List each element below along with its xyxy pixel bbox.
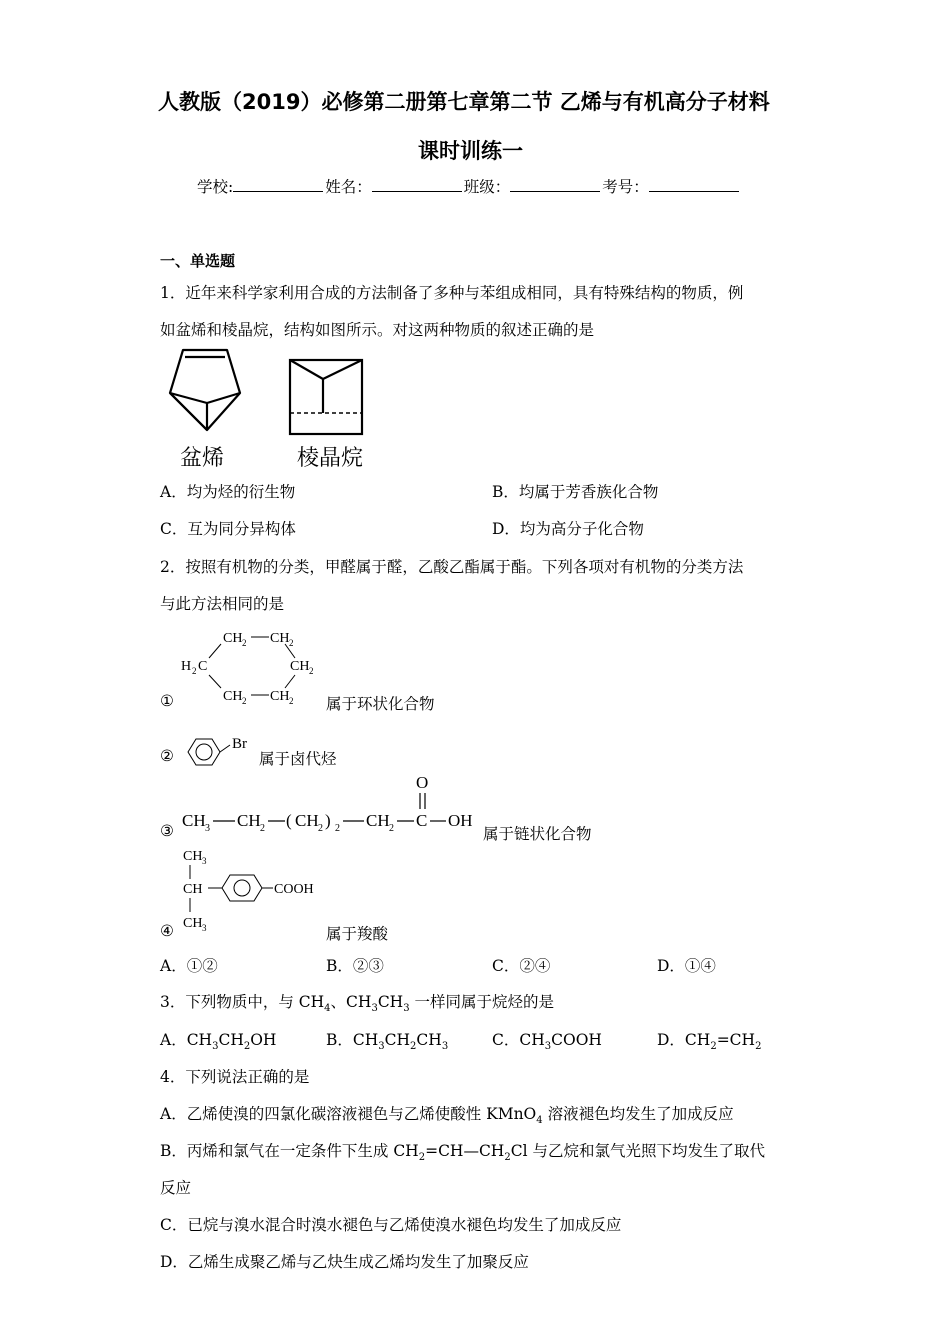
- svg-text:C: C: [416, 811, 428, 830]
- svg-text:2: 2: [242, 638, 247, 648]
- benzvalene-structure: [155, 345, 255, 440]
- q2-item3-number: ③: [160, 822, 174, 840]
- svg-text:3: 3: [202, 856, 207, 866]
- isopropylbenzoic-acid-structure: [178, 845, 338, 940]
- q1-option-b[interactable]: B．均属于芳香族化合物: [492, 483, 659, 501]
- q4-stem: 4．下列说法正确的是: [160, 1068, 310, 1086]
- student-info-row: [197, 175, 741, 197]
- svg-text:CH: CH: [223, 689, 243, 704]
- q2-item1-number: ①: [160, 692, 174, 710]
- svg-text:2: 2: [289, 696, 294, 706]
- svg-text:CH: CH: [183, 849, 203, 864]
- svg-text:OH: OH: [448, 811, 473, 830]
- q2-option-c[interactable]: C．②④: [492, 957, 551, 975]
- svg-text:CH: CH: [290, 659, 310, 674]
- q4-option-b-line2: 反应: [160, 1179, 192, 1197]
- svg-text:CH: CH: [295, 811, 319, 830]
- exam-no-label: 考号：: [602, 178, 649, 196]
- benzvalene-label: 盆烯: [180, 446, 225, 471]
- exam-no-blank[interactable]: [649, 175, 739, 192]
- q2-option-d[interactable]: D．①④: [657, 957, 716, 975]
- school-blank[interactable]: [233, 175, 323, 192]
- name-label: 姓名：: [325, 178, 372, 196]
- svg-text:2: 2: [389, 823, 394, 834]
- svg-text:H: H: [181, 659, 192, 674]
- svg-text:CH: CH: [183, 882, 203, 897]
- class-blank[interactable]: [510, 175, 600, 192]
- school-label: 学校:: [197, 178, 234, 196]
- cyclohexane-structure: [175, 620, 325, 720]
- q2-option-b[interactable]: B．②③: [326, 957, 384, 975]
- q1-option-a[interactable]: A．均为烃的衍生物: [160, 483, 296, 501]
- q2-option-a[interactable]: A．①②: [160, 957, 218, 975]
- svg-text:2: 2: [192, 666, 197, 676]
- prismane-label: 棱晶烷: [297, 446, 364, 471]
- svg-text:2: 2: [335, 823, 340, 834]
- svg-text:CH: CH: [182, 811, 206, 830]
- q1-stem-line1: 1．近年来科学家利用合成的方法制备了多种与苯组成相同，具有特殊结构的物质，例: [160, 284, 744, 302]
- chain-acid-structure: [180, 768, 480, 838]
- q2-stem-line1: 2．按照有机物的分类，甲醛属于醛，乙酸乙酯属于酯。下列各项对有机物的分类方法: [160, 558, 744, 576]
- q4-option-b[interactable]: B．丙烯和氯气在一定条件下生成 $CH_2=CH—CH_2Cl$ 与乙烷和氯气光照下均发生了取代: [160, 1142, 765, 1164]
- svg-text:): ): [325, 811, 331, 830]
- svg-text:2: 2: [309, 666, 314, 676]
- page-title-line1: 人教版（2019）必修第二册第七章第二节 乙烯与有机高分子材料: [158, 90, 770, 114]
- q1-option-d[interactable]: D．均为高分子化合物: [492, 520, 644, 538]
- q2-item2-text: 属于卤代烃: [259, 750, 337, 768]
- q3-option-d[interactable]: D．$CH_2=CH_2$: [657, 1031, 762, 1053]
- page-title-line2: 课时训练一: [418, 139, 523, 163]
- svg-text:CH: CH: [270, 631, 290, 646]
- q3-option-c[interactable]: C．$CH_3COOH$: [492, 1031, 602, 1053]
- q2-item2-number: ②: [160, 747, 174, 765]
- q2-item1-text: 属于环状化合物: [326, 695, 435, 713]
- svg-text:Br: Br: [232, 736, 247, 752]
- q1-stem-line2: 如盆烯和棱晶烷，结构如图所示。对这两种物质的叙述正确的是: [160, 321, 595, 339]
- q2-item4-number: ④: [160, 922, 174, 940]
- q3-option-b[interactable]: B．$CH_3CH_2CH_3$: [326, 1031, 449, 1053]
- prismane-structure: [285, 355, 370, 440]
- q4-option-d[interactable]: D．乙烯生成聚乙烯与乙炔生成乙烯均发生了加聚反应: [160, 1253, 529, 1271]
- svg-text:CH: CH: [237, 811, 261, 830]
- q2-stem-line2: 与此方法相同的是: [160, 595, 285, 613]
- q1-option-c[interactable]: C．互为同分异构体: [160, 520, 296, 538]
- section-title: 一、单选题: [160, 252, 236, 270]
- svg-text:(: (: [286, 811, 292, 830]
- svg-text:2: 2: [289, 638, 294, 648]
- svg-text:2: 2: [242, 696, 247, 706]
- svg-text:CH: CH: [270, 689, 290, 704]
- class-label: 班级：: [463, 178, 511, 196]
- svg-text:O: O: [416, 773, 429, 792]
- svg-text:3: 3: [202, 923, 207, 933]
- q2-item4-text: 属于羧酸: [326, 925, 389, 943]
- name-blank[interactable]: [372, 175, 462, 192]
- svg-text:C: C: [198, 659, 208, 674]
- bromobenzene-structure: [180, 727, 260, 767]
- svg-text:COOH: COOH: [274, 882, 314, 897]
- svg-text:CH: CH: [223, 631, 243, 646]
- q3-option-a[interactable]: A．$CH_3CH_2OH$: [160, 1031, 277, 1053]
- q4-option-c[interactable]: C．已烷与溴水混合时溴水褪色与乙烯使溴水褪色均发生了加成反应: [160, 1216, 622, 1234]
- svg-text:3: 3: [205, 823, 210, 834]
- svg-text:2: 2: [260, 823, 265, 834]
- q2-item3-text: 属于链状化合物: [483, 825, 592, 843]
- q4-option-a[interactable]: A．乙烯使溴的四氯化碳溶液褪色与乙烯使酸性 KMnO$_4$ 溶液褪色均发生了加成反应: [160, 1105, 734, 1127]
- svg-text:CH: CH: [183, 916, 203, 931]
- q3-stem: 3．下列物质中，与 $CH_4$、$CH_3CH_3$ 一样同属于烷烃的是: [160, 993, 555, 1015]
- svg-text:2: 2: [318, 823, 323, 834]
- svg-text:CH: CH: [366, 811, 390, 830]
